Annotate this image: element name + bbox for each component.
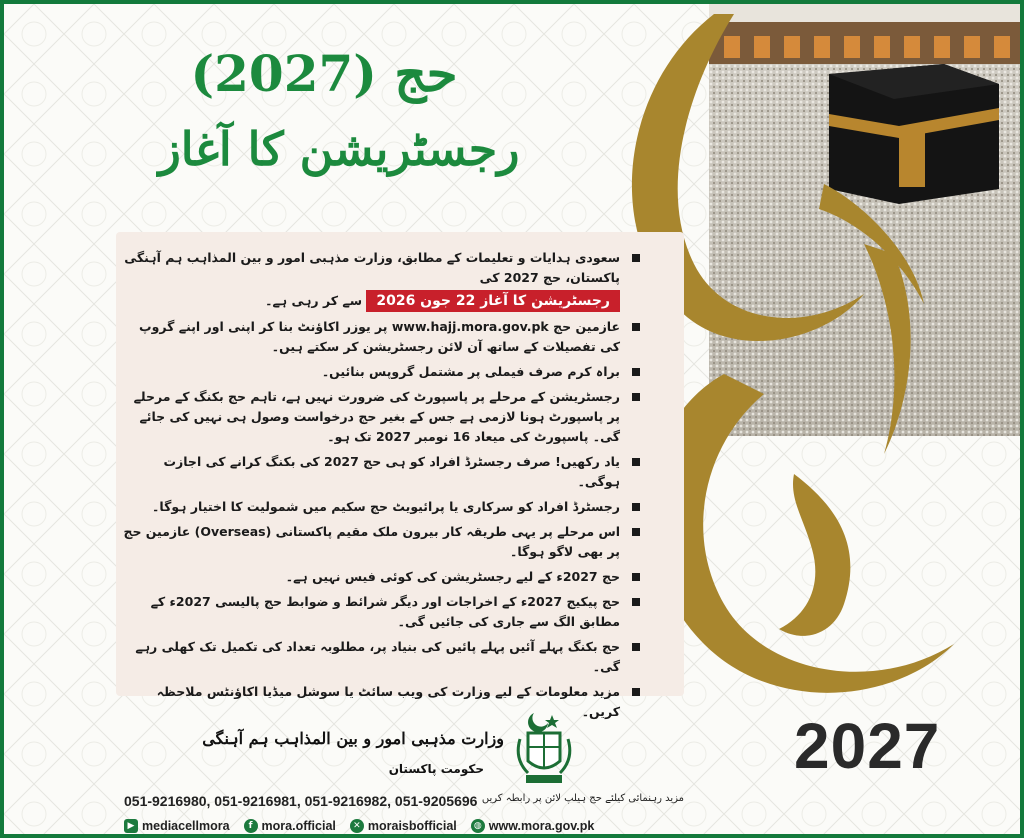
helpline-phones[interactable]: 051-9216980, 051-9216981, 051-9216982, 051-9205696	[124, 793, 478, 809]
bullet-item: حج بکنگ پہلے آئیں پہلے پائیں کی بنیاد پر، مطلوبہ تعداد کی تکمیل تک کھلی رہے گی۔	[122, 637, 640, 677]
youtube-link[interactable]: ▶ mediacellmora	[124, 819, 230, 833]
bullet-square-icon	[632, 503, 640, 511]
bullet-square-icon	[632, 688, 640, 696]
social-links	[124, 817, 684, 835]
bullet-square-icon	[632, 643, 640, 651]
hajj-portal-link[interactable]: www.hajj.mora.gov.pk	[391, 319, 549, 334]
x-icon: ✕	[350, 819, 364, 833]
title-hajj-2027: حج (2027)	[190, 44, 458, 103]
bullet-item: حج 2027ء کے لیے رجسٹریشن کی کوئی فیس نہیں ہے۔	[122, 567, 640, 587]
pakistan-emblem	[512, 709, 576, 789]
calligraphy-year: 2027	[794, 710, 941, 782]
bullet-item: عازمین حج www.hajj.mora.gov.pk پر یوزر اکاؤنٹ بنا کر اپنی اور اپنے گروپ کی تفصیلات کے ساتھ آن لائن رجسٹریشن کر سکتے ہیں۔	[122, 317, 640, 357]
bullet-square-icon	[632, 323, 640, 331]
facebook-icon: f	[244, 819, 258, 833]
ministry-name: وزارت مذہبی امور و بین المذاہب ہم آہنگی	[202, 729, 504, 748]
bullet-square-icon	[632, 528, 640, 536]
bullet-item: حج پیکیج 2027ء کے اخراجات اور دیگر شرائط و ضوابط حج پالیسی 2027ء کے مطابق الگ سے جاری کی جائیں گی۔	[122, 592, 640, 632]
bullet-item: اس مرحلے پر یہی طریقہ کار بیرون ملک مقیم پاکستانی (Overseas) عازمین حج پر بھی لاگو ہوگا۔	[122, 522, 640, 562]
bullet-item: سعودی ہدایات و تعلیمات کے مطابق، وزارت مذہبی امور و بین المذاہب ہم آہنگی پاکستان، حج 2027 کی رجسٹریشن کا آغاز 22 جون 2026 سے کر رہی ہے۔	[122, 248, 640, 312]
facebook-link[interactable]: f mora.official	[244, 819, 336, 833]
helpline-note: مزید رہنمائی کیلئے حج ہیلپ لائن پر رابطہ کریں	[481, 793, 684, 804]
registration-date-badge: رجسٹریشن کا آغاز 22 جون 2026	[366, 290, 620, 312]
website-link[interactable]: ◍ www.mora.gov.pk	[471, 819, 595, 833]
bullet-square-icon	[632, 393, 640, 401]
bullet-square-icon	[632, 254, 640, 262]
contact-row	[124, 793, 684, 811]
bullet-square-icon	[632, 573, 640, 581]
bullet-item: یاد رکھیں! صرف رجسٹرڈ افراد کو ہی حج 2027 کی بکنگ کرانے کی اجازت ہوگی۔	[122, 452, 640, 492]
title-registration-start: رجسٹریشن کا آغاز	[158, 122, 520, 176]
bullet-square-icon	[632, 368, 640, 376]
bullet-item: رجسٹرڈ افراد کو سرکاری یا پرائیویٹ حج سکیم میں شمولیت کا اختیار ہوگا۔	[122, 497, 640, 517]
youtube-icon: ▶	[124, 819, 138, 833]
globe-icon: ◍	[471, 819, 485, 833]
x-link[interactable]: ✕ moraisbofficial	[350, 819, 457, 833]
bullet-item: براہ کرم صرف فیملی پر مشتمل گروپس بنائیں۔	[122, 362, 640, 382]
bullet-square-icon	[632, 598, 640, 606]
bullet-square-icon	[632, 458, 640, 466]
bullet-item: مزید معلومات کے لیے وزارت کی ویب سائٹ یا سوشل میڈیا اکاؤنٹس ملاحظہ کریں۔	[122, 682, 640, 722]
government-of-pakistan: حکومت پاکستان	[388, 762, 484, 776]
bullet-item: رجسٹریشن کے مرحلے پر پاسپورٹ کی ضرورت نہیں ہے، تاہم حج بکنگ کے مرحلے پر پاسپورٹ ہونا لازمی ہے جس کے بغیر حج درخواست وصول ہی نہیں کی جائے گی۔ پاسپورٹ کی میعاد 16 نومبر 2027 تک ہو۔	[122, 387, 640, 447]
bullet-list	[122, 248, 640, 727]
